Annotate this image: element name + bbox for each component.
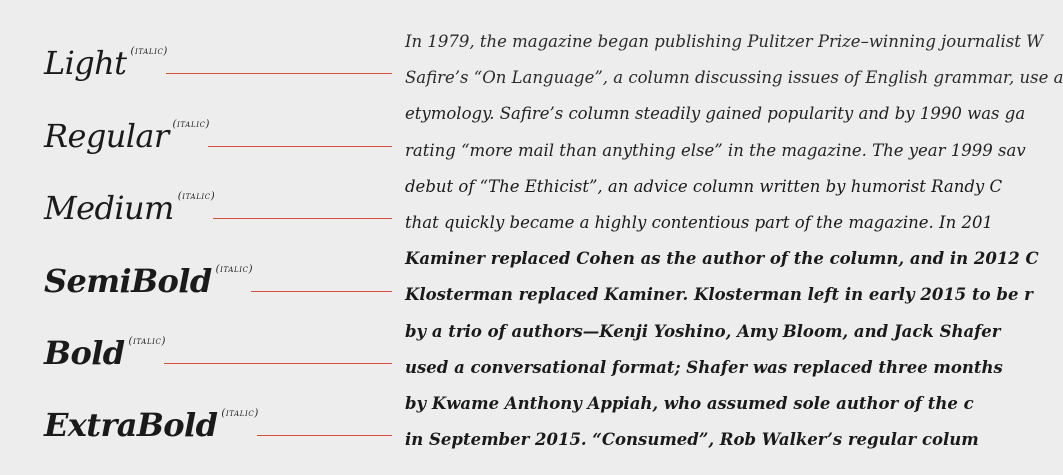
red-rule bbox=[257, 435, 392, 437]
weight-label-extrabold: ExtraBold bbox=[44, 406, 218, 444]
weight-row-light bbox=[44, 20, 392, 80]
weight-label-medium: Medium bbox=[44, 189, 174, 227]
sample-line: that quickly became a highly contentious part of the magazine. In 201 bbox=[405, 212, 993, 232]
italic-tag: (italic) bbox=[128, 336, 167, 347]
sample-line: used a conversational format; Shafer was replaced three months bbox=[405, 357, 1003, 377]
sample-line: Klosterman replaced Kaminer. Klosterman left in early 2015 to be r bbox=[405, 285, 1033, 305]
sample-line: in September 2015. “Consumed”, Rob Walker’s regular colum bbox=[405, 430, 979, 450]
red-rule bbox=[213, 218, 392, 220]
weight-row-bold bbox=[44, 310, 392, 370]
sample-line: Kaminer replaced Cohen as the author of the column, and in 2012 C bbox=[405, 249, 1039, 269]
italic-tag: (italic) bbox=[215, 264, 254, 275]
weight-label-bold: Bold bbox=[44, 334, 125, 372]
sample-line: etymology. Safire’s column steadily gained popularity and by 1990 was ga bbox=[405, 104, 1026, 124]
weight-label-semibold: SemiBold bbox=[44, 262, 212, 300]
red-rule bbox=[251, 291, 392, 293]
sample-paragraph bbox=[405, 24, 1063, 458]
weight-label-regular: Regular bbox=[44, 117, 169, 155]
sample-line: rating “more mail than anything else” in the magazine. The year 1999 sav bbox=[405, 140, 1026, 160]
sample-line: Safire’s “On Language”, a column discussing issues of English grammar, use a bbox=[405, 68, 1063, 88]
sample-line: by a trio of authors—Kenji Yoshino, Amy Bloom, and Jack Shafer bbox=[405, 321, 1001, 341]
italic-tag: (italic) bbox=[221, 408, 259, 419]
weight-row-regular bbox=[44, 93, 392, 153]
sample-line: by Kwame Anthony Appiah, who assumed sole author of the c bbox=[405, 393, 974, 413]
italic-tag: (italic) bbox=[172, 119, 211, 130]
italic-tag: (italic) bbox=[177, 191, 216, 202]
weight-list bbox=[44, 0, 392, 475]
weight-row-medium bbox=[44, 165, 392, 225]
weight-row-semibold bbox=[44, 238, 392, 298]
sample-line: In 1979, the magazine began publishing Pulitzer Prize–winning journalist W bbox=[405, 32, 1044, 51]
red-rule bbox=[164, 363, 392, 365]
red-rule bbox=[166, 73, 392, 75]
sample-line: debut of “The Ethicist”, an advice column written by humorist Randy C bbox=[405, 176, 1003, 196]
italic-tag: (italic) bbox=[130, 46, 168, 57]
weight-row-extrabold bbox=[44, 382, 392, 442]
red-rule bbox=[208, 146, 392, 148]
weight-label-light: Light bbox=[44, 44, 127, 82]
